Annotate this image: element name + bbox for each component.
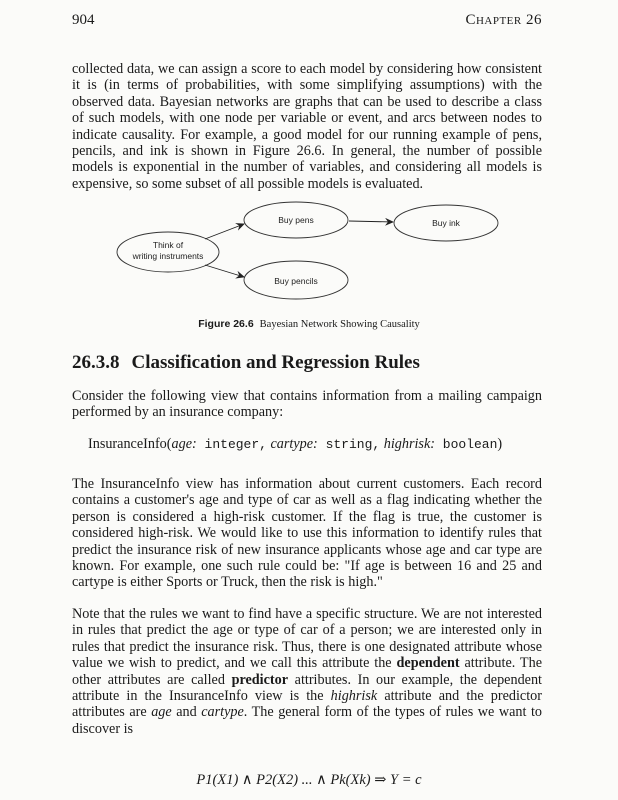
schema-close: ) <box>497 436 503 452</box>
figure-caption-text: Bayesian Network Showing Causality <box>259 319 420 330</box>
schema-type-boolean: boolean <box>434 437 498 452</box>
schema-definition <box>88 436 502 453</box>
paragraph-bayesian: collected data, we can assign a score to each model by considering how consistent it is (in terms of probabilities, with some simplifying assumptions) with the observed data. Bayesian networks are graphs that can be used to describe a class of such models, with one node per variable or event, and arcs between nodes to indicate causality. For example, a good model for our running example of pens, pencils, and ink is shown in Figure 26.6. In general, the number of possible models is exponential in the number of variables, and considering all models is expensive, so some subset of all possible models is evaluated. <box>72 61 542 192</box>
bayesian-network-figure <box>0 196 618 306</box>
paragraph-view-intro: Consider the following view that contains information from a mailing campaign performed by an insurance company: <box>72 388 542 421</box>
schema-attr-age: age: <box>171 436 197 452</box>
text-run: Note that the rules we want to find have a specific structure. We are not interested in rules that predict the age or type of car of a person; we are interested only in rules that predict the insurance risk. Thus, there is one designated attribute whose value we wish to predict, and we call this attribute the <box>72 606 542 672</box>
text-run: and <box>171 704 202 721</box>
arrow-pens-to-ink <box>349 221 393 222</box>
text-run: attributes. In our example, the dependent attribute in the InsuranceInfo view is the <box>72 671 542 705</box>
schema-type-string: string, <box>317 437 381 452</box>
paragraph-rule-structure <box>72 606 542 737</box>
node-buy-ink-label: Buy ink <box>432 218 460 228</box>
node-think-label-line1: Think of <box>152 240 184 250</box>
node-think-label-line2: writing instruments <box>132 251 204 261</box>
term-highrisk: highrisk <box>330 688 378 705</box>
schema-attr-highrisk: highrisk: <box>380 436 435 452</box>
text-run: attribute and the predictor attributes are <box>72 688 542 721</box>
section-number: 26.3.8 <box>72 352 120 373</box>
term-cartype: cartype <box>201 704 244 721</box>
section-title: Classification and Regression Rules <box>131 352 420 373</box>
schema-name: InsuranceInfo( <box>88 436 172 452</box>
term-age: age <box>151 704 172 721</box>
paragraph-insuranceinfo: The InsuranceInfo view has information about current customers. Each record contains a customer's age and type of car as well as a flag indicating whether the person is considered a high-risk customer. If the flag is true, the customer is considered high-risk. We would like to use this information to identify rules that predict the insurance risk of new insurance applicants whose age and car type are known. For example, one such rule could be: "If age is between 16 and 25 and cartype is either Sports or Truck, then the risk is high." <box>72 476 542 591</box>
term-dependent: dependent <box>396 655 460 672</box>
section-heading <box>72 352 542 374</box>
chapter-title: Chapter 26 <box>465 12 542 28</box>
schema-type-integer: integer, <box>196 437 267 452</box>
node-buy-pens-label: Buy pens <box>278 215 314 225</box>
node-buy-pencils-label: Buy pencils <box>274 276 318 286</box>
text-run: . The general form of the types of rules we want to discover is <box>72 704 542 737</box>
page-number: 904 <box>72 12 95 28</box>
figure-caption-label: Figure 26.6 <box>198 318 254 330</box>
rule-formula: P1(X1) ∧ P2(X2) ... ∧ Pk(Xk) ⇒ Y = c <box>196 772 422 788</box>
figure-caption <box>0 318 618 330</box>
arrow-think-to-pens <box>205 224 244 239</box>
text-run: attribute. The other attributes are called <box>72 655 542 688</box>
page-header <box>72 12 542 34</box>
schema-attr-cartype: cartype: <box>266 436 318 452</box>
term-predictor: predictor <box>231 671 289 688</box>
arrow-think-to-pencils <box>205 265 244 277</box>
